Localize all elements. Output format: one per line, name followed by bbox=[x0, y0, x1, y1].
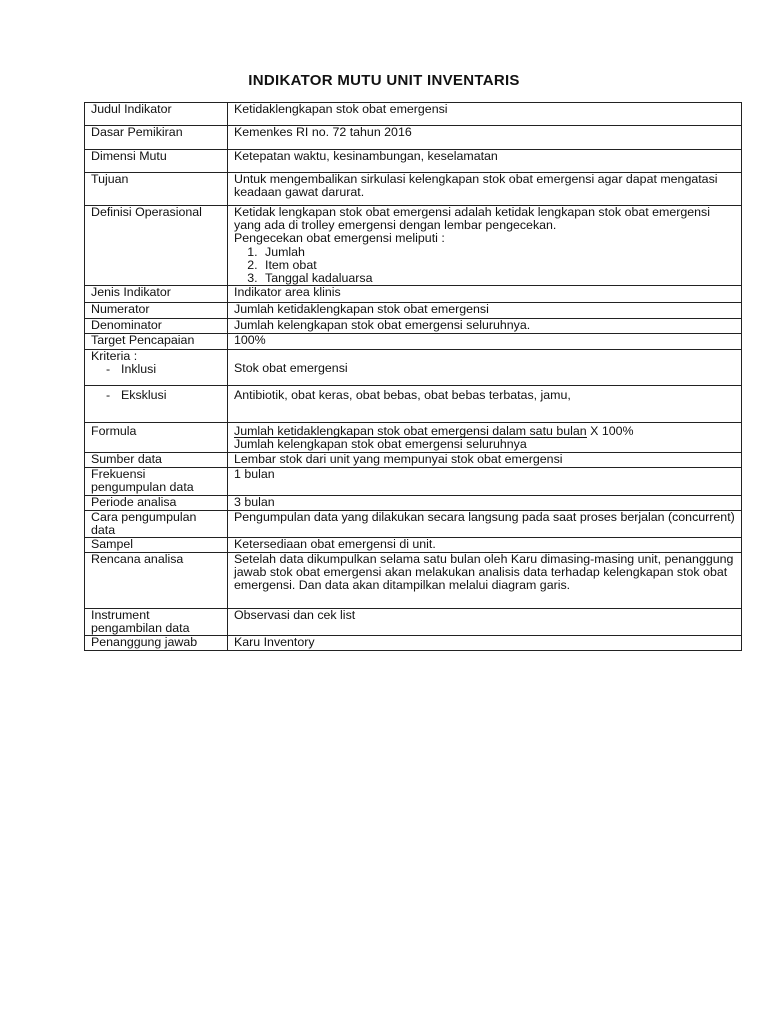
row-sampel bbox=[85, 538, 742, 553]
formula-numerator: Jumlah ketidaklengkapan stok obat emergensi dalam satu bulan bbox=[234, 424, 587, 439]
label-sumber-data: Sumber data bbox=[85, 452, 228, 467]
row-formula bbox=[85, 423, 742, 452]
list-item: 2. Item obat bbox=[261, 259, 736, 272]
formula-denominator: Jumlah kelengkapan stok obat emergensi seluruhnya bbox=[234, 437, 527, 452]
inklusi-text: Stok obat emergensi bbox=[234, 361, 348, 376]
value-penanggung-jawab: Karu Inventory bbox=[228, 636, 742, 651]
row-definisi-operasional bbox=[85, 206, 742, 286]
row-frekuensi bbox=[85, 467, 742, 495]
row-judul-indikator bbox=[85, 103, 742, 126]
value-judul-indikator: Ketidaklengkapan stok obat emergensi bbox=[228, 103, 742, 126]
label-dasar-pemikiran: Dasar Pemikiran bbox=[85, 126, 228, 150]
list-item: 1. Jumlah bbox=[261, 246, 736, 259]
label-penanggung-jawab: Penanggung jawab bbox=[85, 636, 228, 651]
formula-multiplier: X 100% bbox=[590, 424, 634, 439]
label-numerator: Numerator bbox=[85, 303, 228, 319]
eksklusi-label-row bbox=[91, 386, 222, 402]
value-rencana-analisa: Setelah data dikumpulkan selama satu bulan oleh Karu dimasing-masing unit, penanggung jawab stok obat emergensi akan melakukan analisis data terhadap kelengkapan stok obat emergensi. Dan data akan ditampilkan melalui diagram garis. bbox=[228, 553, 742, 609]
value-dasar-pemikiran: Kemenkes RI no. 72 tahun 2016 bbox=[228, 126, 742, 150]
definisi-text: Ketidak lengkapan stok obat emergensi adalah ketidak lengkapan stok obat emergensi yang ada di trolley emergensi dengan lembar pengecekan. bbox=[234, 205, 710, 233]
value-instrument: Observasi dan cek list bbox=[228, 609, 742, 636]
row-kriteria-inklusi bbox=[85, 350, 742, 386]
value-numerator: Jumlah ketidaklengkapan stok obat emergensi bbox=[228, 303, 742, 319]
formula-label: Formula bbox=[91, 424, 137, 439]
row-denominator bbox=[85, 319, 742, 334]
value-sampel: Ketersediaan obat emergensi di unit. bbox=[228, 538, 742, 553]
row-jenis-indikator bbox=[85, 286, 742, 303]
label-judul-indikator: Judul Indikator bbox=[85, 103, 228, 126]
label-cara-pengumpulan: Cara pengumpulan data bbox=[85, 510, 228, 537]
eksklusi-text: Antibiotik, obat keras, obat bebas, obat bebas terbatas, jamu, bbox=[234, 388, 571, 403]
label-denominator: Denominator bbox=[85, 319, 228, 334]
definisi-list bbox=[234, 246, 736, 286]
row-rencana-analisa bbox=[85, 553, 742, 609]
dash-bullet: - bbox=[106, 388, 111, 403]
row-sumber-data bbox=[85, 452, 742, 467]
indicator-table bbox=[84, 102, 742, 651]
label-tujuan: Tujuan bbox=[85, 173, 228, 206]
formula-fraction bbox=[234, 423, 736, 451]
label-sampel: Sampel bbox=[85, 538, 228, 553]
label-jenis-indikator: Jenis Indikator bbox=[85, 286, 228, 303]
label-instrument: Instrument pengambilan data bbox=[85, 609, 228, 636]
row-tujuan bbox=[85, 173, 742, 206]
eksklusi-label: Eksklusi bbox=[121, 388, 167, 403]
value-formula bbox=[228, 423, 742, 452]
inklusi-label: Inklusi bbox=[121, 362, 157, 377]
value-eksklusi bbox=[228, 386, 742, 423]
row-target-pencapaian bbox=[85, 334, 742, 350]
inklusi-label-row bbox=[91, 363, 222, 376]
value-target-pencapaian: 100% bbox=[228, 334, 742, 350]
row-instrument bbox=[85, 609, 742, 636]
value-dimensi-mutu: Ketepatan waktu, kesinambungan, keselamatan bbox=[228, 150, 742, 173]
dash-bullet: - bbox=[106, 362, 111, 377]
document-title: INDIKATOR MUTU UNIT INVENTARIS bbox=[248, 72, 520, 89]
value-tujuan: Untuk mengembalikan sirkulasi kelengkapan stok obat emergensi agar dapat mengatasi keadaan gawat darurat. bbox=[228, 173, 742, 206]
value-sumber-data: Lembar stok dari unit yang mempunyai stok obat emergensi bbox=[228, 452, 742, 467]
value-denominator: Jumlah kelengkapan stok obat emergensi seluruhnya. bbox=[228, 319, 742, 334]
label-kriteria bbox=[85, 350, 228, 386]
row-periode-analisa bbox=[85, 495, 742, 510]
label-rencana-analisa: Rencana analisa bbox=[85, 553, 228, 609]
value-periode-analisa: 3 bulan bbox=[228, 495, 742, 510]
definisi-subtitle: Pengecekan obat emergensi meliputi : bbox=[234, 231, 445, 246]
value-definisi-operasional bbox=[228, 206, 742, 286]
row-numerator bbox=[85, 303, 742, 319]
label-periode-analisa: Periode analisa bbox=[85, 495, 228, 510]
value-frekuensi: 1 bulan bbox=[228, 467, 742, 495]
label-dimensi-mutu: Dimensi Mutu bbox=[85, 150, 228, 173]
row-cara-pengumpulan bbox=[85, 510, 742, 537]
row-dimensi-mutu bbox=[85, 150, 742, 173]
row-dasar-pemikiran bbox=[85, 126, 742, 150]
label-eksklusi-cell bbox=[85, 386, 228, 423]
label-formula bbox=[85, 423, 228, 452]
value-inklusi bbox=[228, 350, 742, 386]
label-definisi-operasional: Definisi Operasional bbox=[85, 206, 228, 286]
row-kriteria-eksklusi bbox=[85, 386, 742, 423]
label-frekuensi: Frekuensi pengumpulan data bbox=[85, 467, 228, 495]
label-target-pencapaian: Target Pencapaian bbox=[85, 334, 228, 350]
value-cara-pengumpulan: Pengumpulan data yang dilakukan secara langsung pada saat proses berjalan (concurrent) bbox=[228, 510, 742, 537]
value-jenis-indikator: Indikator area klinis bbox=[228, 286, 742, 303]
row-penanggung-jawab bbox=[85, 636, 742, 651]
list-item: 3. Tanggal kadaluarsa bbox=[261, 272, 736, 285]
kriteria-heading: Kriteria : bbox=[91, 349, 138, 364]
